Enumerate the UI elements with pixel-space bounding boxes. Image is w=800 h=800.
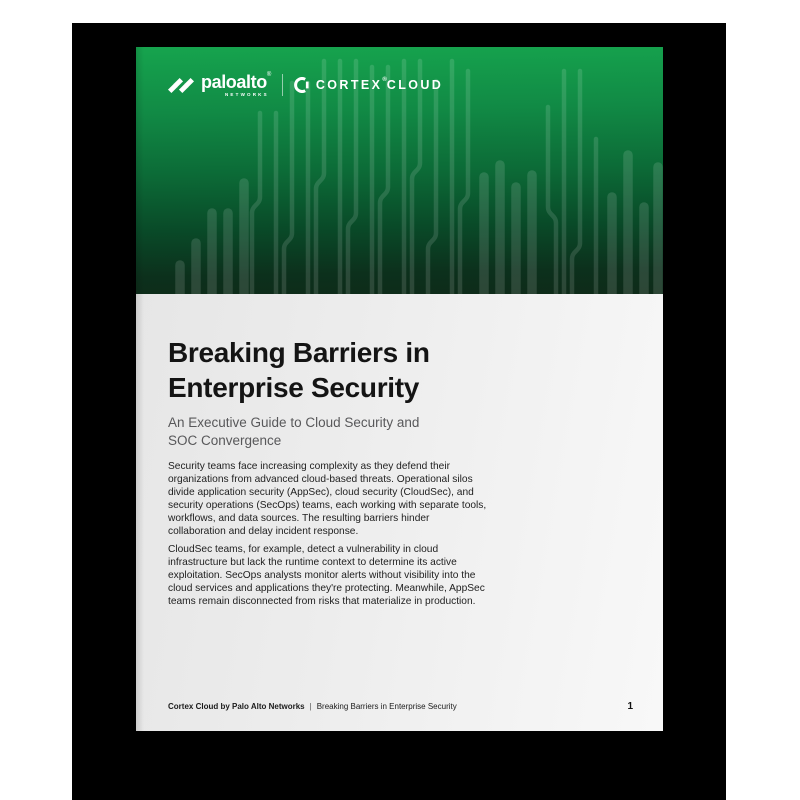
document-page [136, 47, 663, 731]
paloalto-name: paloalto® [201, 72, 271, 92]
footer-brand: Cortex Cloud by Palo Alto Networks [168, 702, 305, 711]
cortex-wordmark: CORTEX®CLOUD [315, 77, 444, 92]
registered-mark: ® [382, 77, 387, 83]
cortex-logo-icon [294, 77, 310, 93]
footer-doc-title: Breaking Barriers in Enterprise Security [316, 702, 457, 711]
paloalto-logo-icon [168, 75, 194, 96]
page-subtitle [168, 414, 508, 450]
page-footer [168, 701, 633, 712]
paloalto-logo [168, 73, 271, 98]
logo-divider [282, 74, 283, 96]
subtitle-line-1: An Executive Guide to Cloud Security and [168, 415, 420, 430]
page-title [168, 335, 508, 405]
paloalto-networks-label: NETWORKS [224, 92, 269, 97]
registered-mark: ® [266, 72, 271, 78]
page-number: 1 [627, 701, 633, 712]
cover-header [136, 47, 663, 294]
cortex-cloud-logo [294, 77, 443, 93]
title-line-1: Breaking Barriers in [168, 337, 430, 368]
cover-body [168, 294, 508, 609]
paloalto-wordmark [201, 73, 271, 98]
subtitle-line-2: SOC Convergence [168, 433, 282, 448]
footer-separator: | [309, 702, 312, 711]
title-line-2: Enterprise Security [168, 372, 420, 403]
intro-paragraph-2: CloudSec teams, for example, detect a vulnerability in cloud infrastructure but lack the runtime context to determine its active exploitation. SecOps analysts monitor alerts without visibility into the cloud services and applications they're protecting. Meanwhile, AppSec teams remain disconnected from risks that materialize in production. [168, 544, 485, 608]
footer-text [168, 702, 457, 711]
intro-paragraph-1: Security teams face increasing complexity as they defend their organizations from advanced cloud-based threats. Operational silos divide application security (AppSec), cloud security (CloudSec), and security operations (SecOps) teams, each working with separate tools, workflows, and data sources. The resulting barriers hinder collaboration and delay incident response. [168, 461, 487, 537]
brand-bar [168, 73, 443, 98]
